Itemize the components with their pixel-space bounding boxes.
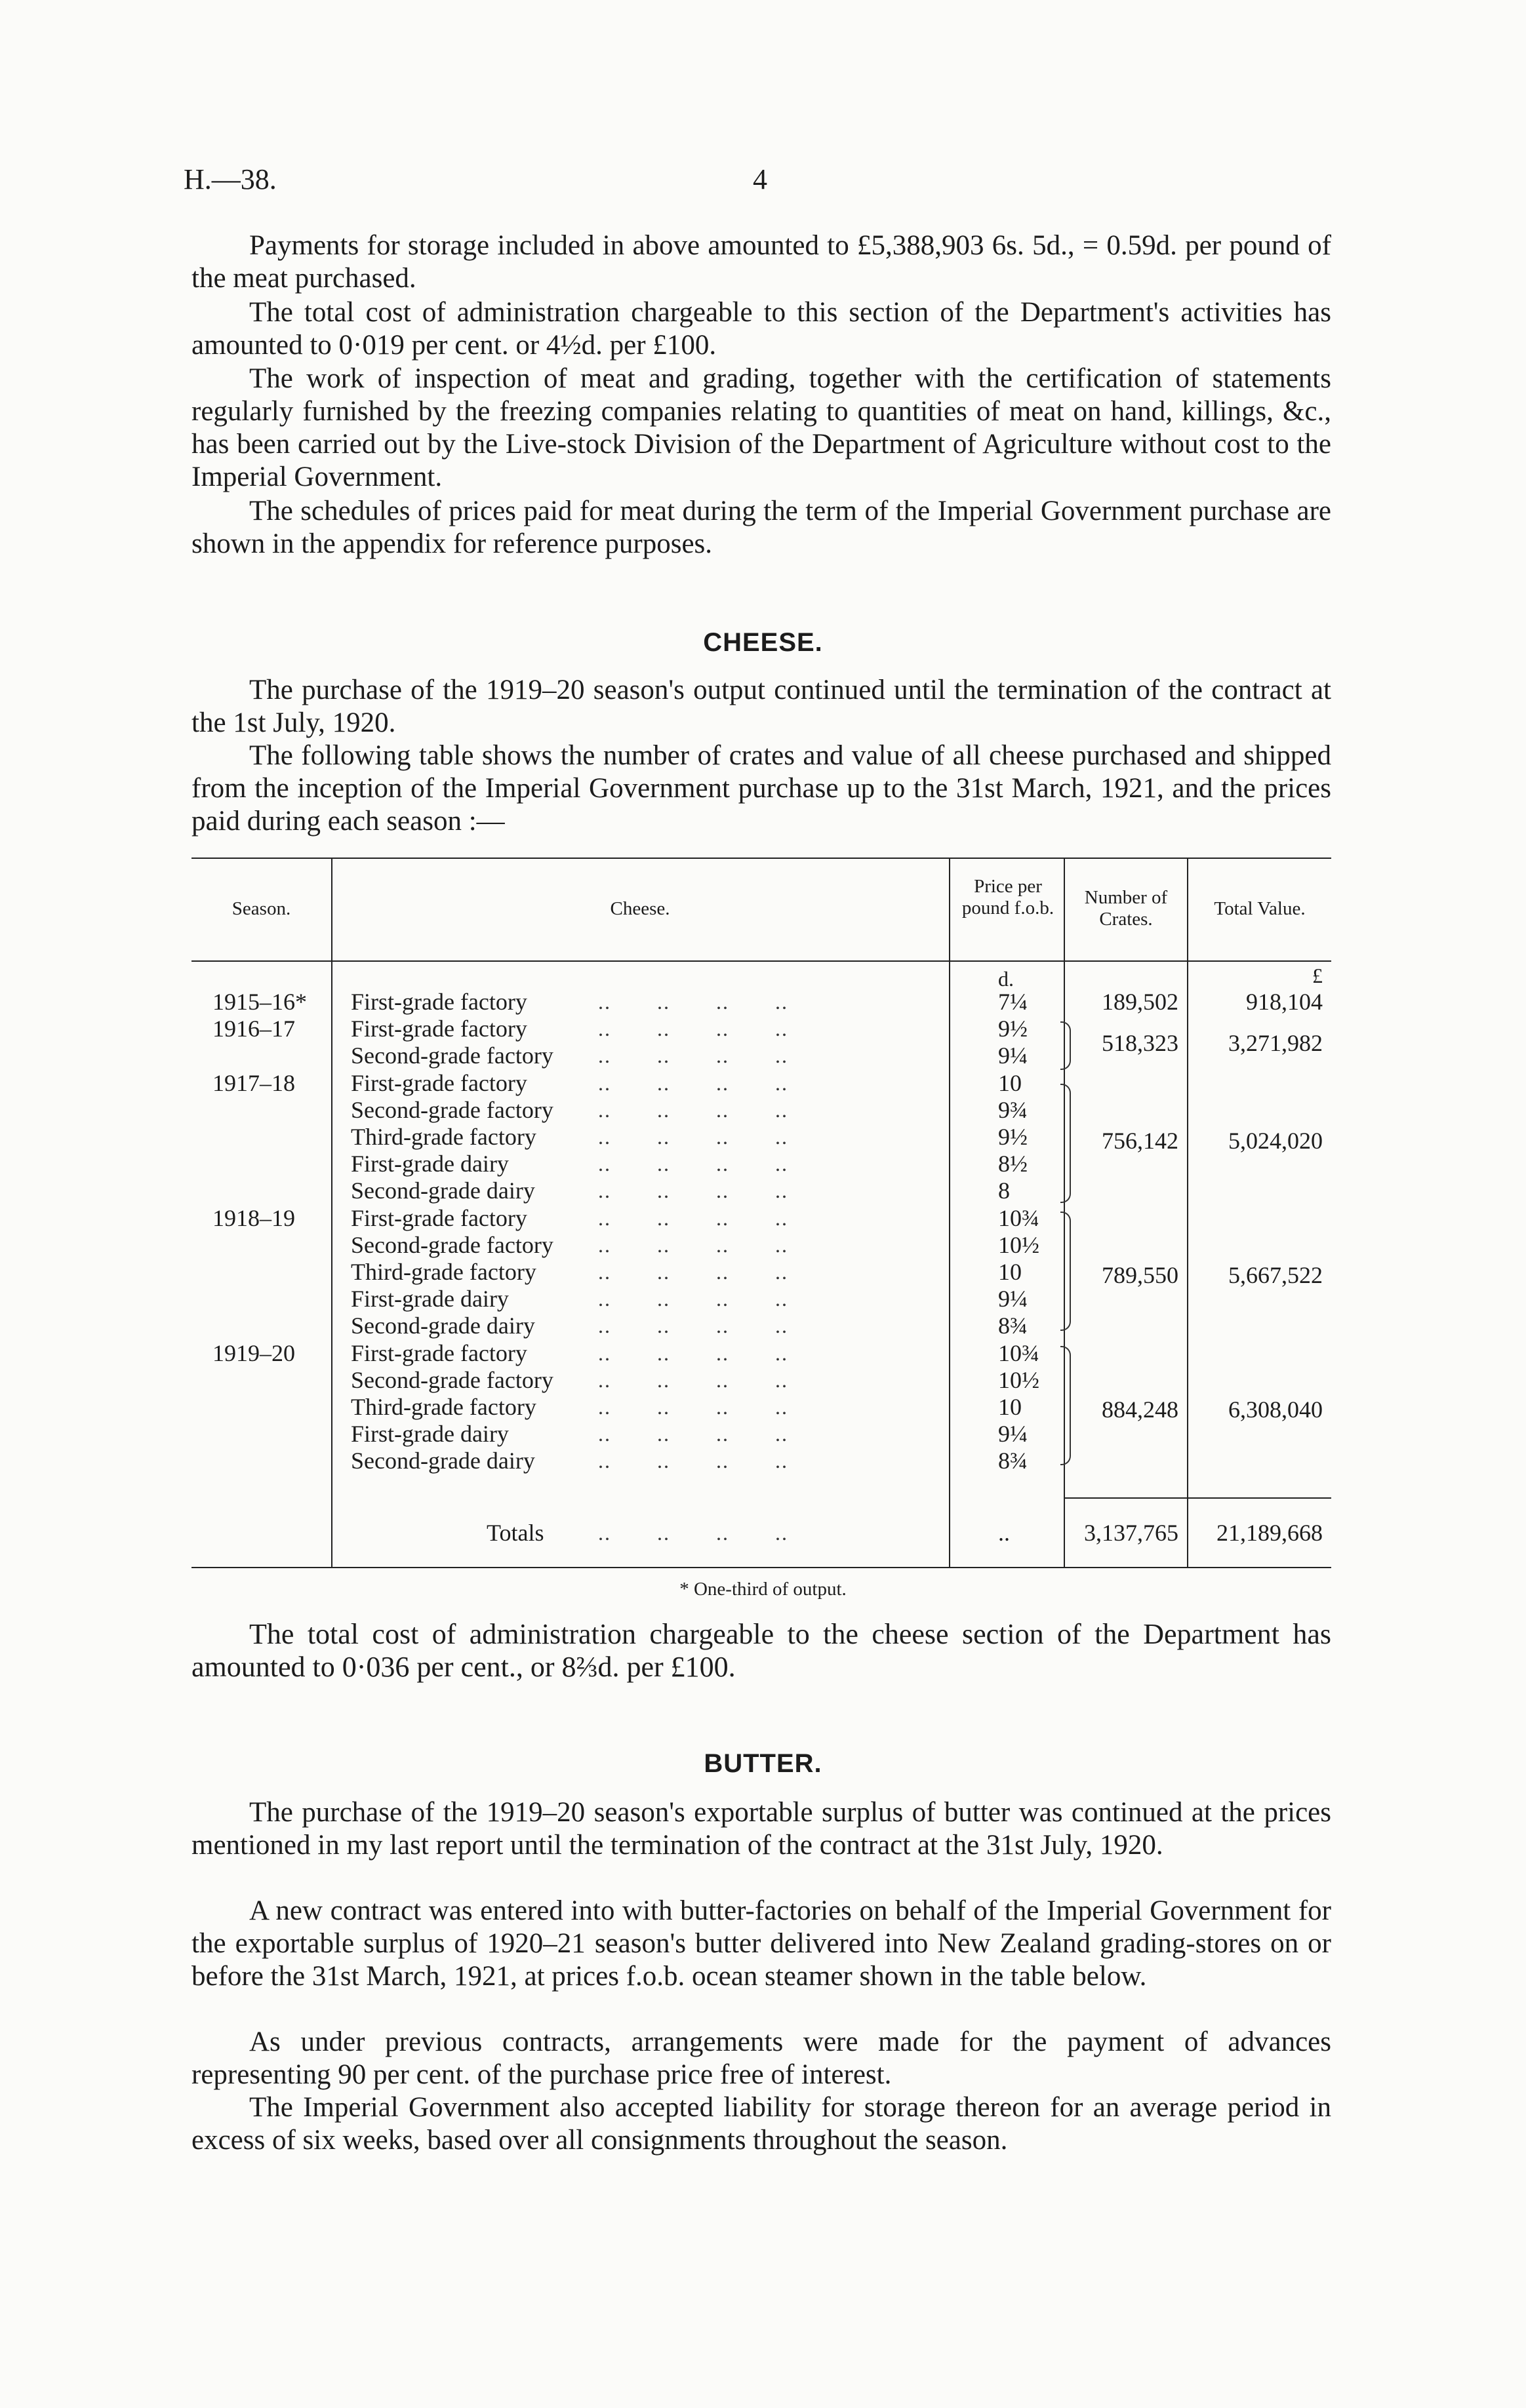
paragraph-meat-schedules: The schedules of prices paid for meat during the term of the Imperial Government purchase are shown in the appendix for reference purposes. bbox=[191, 496, 1331, 559]
cheese-table bbox=[191, 858, 1331, 1572]
row-price: 9¼ bbox=[998, 1286, 1028, 1312]
cheese-heading: CHEESE. bbox=[703, 628, 823, 657]
row-price: 9½ bbox=[998, 1124, 1028, 1150]
leader-dots: .. .. .. .. bbox=[598, 1521, 788, 1545]
table-totals-rule bbox=[1064, 1497, 1331, 1499]
row-cheese-grade: First-grade factory bbox=[351, 1205, 527, 1231]
unit-pounds: £ bbox=[1312, 964, 1323, 987]
leader-dots: .. .. .. .. bbox=[598, 1314, 788, 1337]
leader-dots: .. .. .. .. bbox=[598, 1206, 788, 1230]
row-price: 10¾ bbox=[998, 1340, 1039, 1366]
leader-dots: .. .. .. .. bbox=[598, 1071, 788, 1095]
row-season: 1916–17 bbox=[212, 1016, 295, 1042]
paragraph-butter-new-contract: A new contract was entered into with butter-factories on behalf of the Imperial Government for the exportable surplus of 1920–21 season's butter delivered into New Zealand grading-stores on or before the 31st March, 1921, at prices f.o.b. ocean steamer shown in the table below. bbox=[191, 1895, 1331, 1992]
page-number: 4 bbox=[753, 163, 767, 195]
row-price: 9¼ bbox=[998, 1421, 1028, 1447]
table-top-rule bbox=[191, 858, 1331, 859]
leader-dots: .. .. .. .. bbox=[598, 1287, 788, 1311]
row-cheese-grade: Third-grade factory bbox=[351, 1259, 536, 1285]
group-value-1919-20: 6,308,040 bbox=[1228, 1396, 1323, 1423]
group-crates-1919-20: 884,248 bbox=[1102, 1396, 1178, 1423]
table-bottom-rule bbox=[191, 1567, 1331, 1568]
row-cheese-grade: First-grade factory bbox=[351, 989, 527, 1015]
row-cheese-grade: First-grade factory bbox=[351, 1016, 527, 1042]
row-price: 10½ bbox=[998, 1367, 1039, 1393]
paragraph-meat-inspection: The work of inspection of meat and grading, together with the certification of statements regularly furnished by the freezing companies relating to quantities of meat on hand, killings, &c., has been carried out by the Live-stock Division of the Department of Agriculture without cost to the Imperial Government. bbox=[191, 363, 1331, 492]
table-header-rule bbox=[191, 960, 1331, 962]
leader-dots: .. .. .. .. bbox=[598, 1449, 788, 1472]
row-price: 9¾ bbox=[998, 1097, 1028, 1123]
row-price: 10 bbox=[998, 1070, 1022, 1096]
group-crates-1915-16: 189,502 bbox=[1102, 989, 1178, 1015]
leader-dots: .. .. .. .. bbox=[598, 1179, 788, 1202]
paragraph-butter-advances: As under previous contracts, arrangements were made for the payment of advances representing 90 per cent. of the purchase price free of interest. bbox=[191, 2026, 1331, 2090]
report-reference: H.—38. bbox=[184, 163, 277, 195]
row-price: 8½ bbox=[998, 1151, 1028, 1177]
row-price: 9¼ bbox=[998, 1042, 1028, 1069]
row-cheese-grade: First-grade factory bbox=[351, 1070, 527, 1096]
row-cheese-grade: Second-grade dairy bbox=[351, 1177, 535, 1204]
paragraph-cheese-purchase: The purchase of the 1919–20 season's output continued until the termination of the contract at the 1st July, 1920. bbox=[191, 675, 1331, 738]
group-value-1915-16: 918,104 bbox=[1246, 989, 1323, 1015]
column-rule bbox=[949, 858, 950, 1567]
row-price: 10 bbox=[998, 1394, 1022, 1420]
butter-heading: BUTTER. bbox=[704, 1749, 822, 1778]
unit-pence: d. bbox=[998, 967, 1014, 991]
leader-dots: .. .. .. .. bbox=[598, 1017, 788, 1040]
table-footnote: * One-third of output. bbox=[679, 1579, 847, 1600]
header-season: Season. bbox=[231, 898, 291, 919]
row-season: 1918–19 bbox=[212, 1205, 295, 1231]
row-cheese-grade: First-grade dairy bbox=[351, 1421, 509, 1447]
totals-crates: 3,137,765 bbox=[1084, 1520, 1178, 1546]
row-price: 10 bbox=[998, 1259, 1022, 1285]
row-cheese-grade: Second-grade factory bbox=[351, 1232, 553, 1258]
row-cheese-grade: First-grade dairy bbox=[351, 1151, 509, 1177]
row-price: 8¾ bbox=[998, 1313, 1028, 1339]
header-cheese: Cheese. bbox=[610, 898, 670, 919]
paragraph-butter-purchase: The purchase of the 1919–20 season's exportable surplus of butter was continued at the prices mentioned in my last report until the termination of the contract at the 31st July, 1920. bbox=[191, 1797, 1331, 1861]
row-cheese-grade: Second-grade dairy bbox=[351, 1313, 535, 1339]
group-crates-1916-17: 518,323 bbox=[1102, 1030, 1178, 1056]
column-rule bbox=[1187, 858, 1188, 1567]
row-price: 10¾ bbox=[998, 1205, 1039, 1231]
leader-dots: .. .. .. .. bbox=[598, 1044, 788, 1067]
leader-dots: .. .. .. .. bbox=[598, 1233, 788, 1257]
row-cheese-grade: Second-grade dairy bbox=[351, 1448, 535, 1474]
group-value-1918-19: 5,667,522 bbox=[1228, 1262, 1323, 1288]
row-cheese-grade: Third-grade factory bbox=[351, 1394, 536, 1420]
leader-dots: .. .. .. .. bbox=[598, 990, 788, 1014]
totals-price: .. bbox=[998, 1520, 1010, 1546]
row-price: 8 bbox=[998, 1177, 1010, 1204]
leader-dots: .. .. .. .. bbox=[598, 1368, 788, 1392]
header-value: Total Value. bbox=[1214, 898, 1306, 919]
header-crates: Number of Crates. bbox=[1084, 887, 1168, 930]
leader-dots: .. .. .. .. bbox=[598, 1098, 788, 1122]
row-cheese-grade: Second-grade factory bbox=[351, 1097, 553, 1123]
group-value-1917-18: 5,024,020 bbox=[1228, 1128, 1323, 1154]
paragraph-storage-payments: Payments for storage included in above amounted to £5,388,903 6s. 5d., = 0.59d. per pound of the meat purchased. bbox=[191, 230, 1331, 294]
row-price: 9½ bbox=[998, 1016, 1028, 1042]
leader-dots: .. .. .. .. bbox=[598, 1422, 788, 1446]
leader-dots: .. .. .. .. bbox=[598, 1125, 788, 1149]
row-cheese-grade: Second-grade factory bbox=[351, 1367, 553, 1393]
paragraph-meat-admin-cost: The total cost of administration chargeable to this section of the Department's activities has amounted to 0·019 per cent. or 4½d. per £100. bbox=[191, 297, 1331, 361]
paragraph-cheese-admin-cost: The total cost of administration chargeable to the cheese section of the Department has amounted to 0·036 per cent., or 8⅔d. per £100. bbox=[191, 1618, 1331, 1683]
paragraph-butter-storage: The Imperial Government also accepted liability for storage thereon for an average period in excess of six weeks, based over all consignments throughout the season. bbox=[191, 2092, 1331, 2156]
totals-value: 21,189,668 bbox=[1216, 1520, 1323, 1546]
group-value-1916-17: 3,271,982 bbox=[1228, 1030, 1323, 1056]
leader-dots: .. .. .. .. bbox=[598, 1152, 788, 1175]
row-price: 8¾ bbox=[998, 1448, 1028, 1474]
leader-dots: .. .. .. .. bbox=[598, 1395, 788, 1419]
row-price: 7¼ bbox=[998, 989, 1028, 1015]
group-crates-1918-19: 789,550 bbox=[1102, 1262, 1178, 1288]
leader-dots: .. .. .. .. bbox=[598, 1260, 788, 1284]
row-season: 1919–20 bbox=[212, 1340, 295, 1366]
paragraph-cheese-table-intro: The following table shows the number of crates and value of all cheese purchased and shipped from the inception of the Imperial Government purchase up to the 31st March, 1921, and the prices paid during each season :— bbox=[191, 740, 1331, 837]
totals-label: Totals bbox=[487, 1520, 544, 1546]
row-cheese-grade: Second-grade factory bbox=[351, 1042, 553, 1069]
group-crates-1917-18: 756,142 bbox=[1102, 1128, 1178, 1154]
row-season: 1915–16* bbox=[212, 989, 307, 1015]
row-cheese-grade: Third-grade factory bbox=[351, 1124, 536, 1150]
row-cheese-grade: First-grade factory bbox=[351, 1340, 527, 1366]
leader-dots: .. .. .. .. bbox=[598, 1341, 788, 1365]
row-cheese-grade: First-grade dairy bbox=[351, 1286, 509, 1312]
row-season: 1917–18 bbox=[212, 1070, 295, 1096]
row-price: 10½ bbox=[998, 1232, 1039, 1258]
header-price: Price per pound f.o.b. bbox=[961, 876, 1054, 918]
column-rule bbox=[331, 858, 332, 1567]
